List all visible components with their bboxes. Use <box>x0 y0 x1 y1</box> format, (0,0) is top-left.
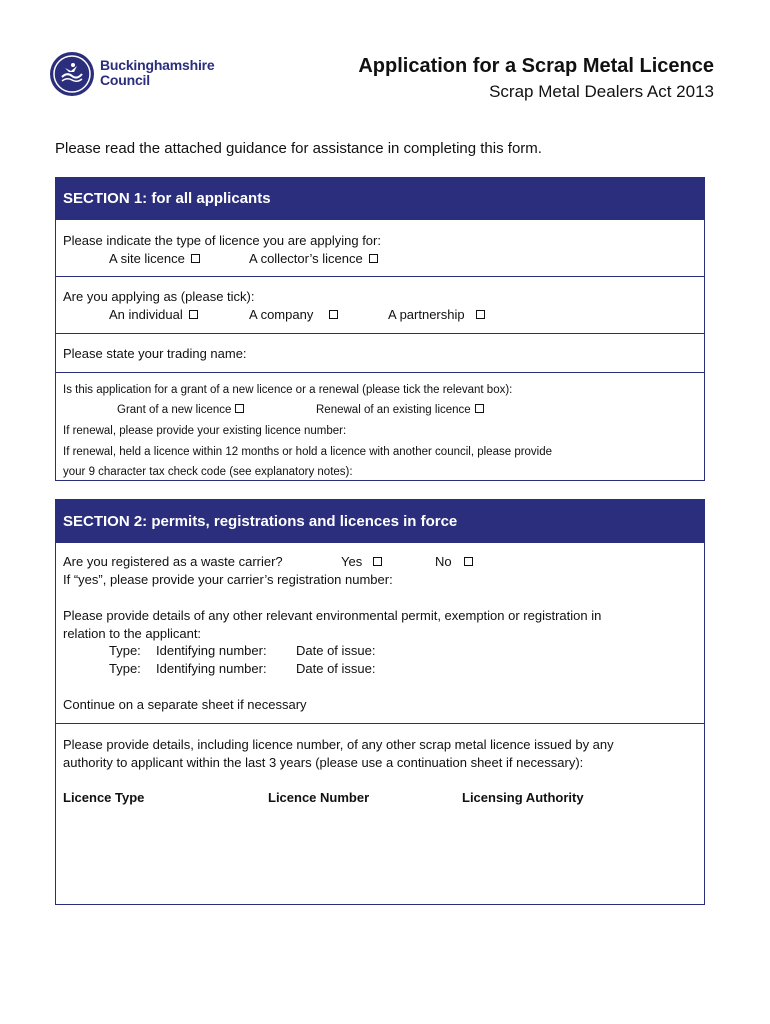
collector-licence-checkbox[interactable] <box>369 254 378 263</box>
permit-date-label: Date of issue: <box>296 643 376 658</box>
permits-row <box>56 542 704 723</box>
council-logo-text <box>100 58 214 88</box>
intro-text: Please read the attached guidance for assistance in completing this form. <box>55 140 542 157</box>
logo-line-2: Council <box>100 72 150 88</box>
site-licence-label: A site licence <box>109 251 185 266</box>
waste-carrier-question: Are you registered as a waste carrier? <box>63 554 283 569</box>
licence-type-question: Please indicate the type of licence you are applying for: <box>63 233 381 248</box>
individual-checkbox[interactable] <box>189 310 198 319</box>
new-licence-option <box>117 404 244 416</box>
applying-as-question: Are you applying as (please tick): <box>63 289 255 304</box>
permits-text-line-1: Please provide details of any other relevant environmental permit, exemption or registration in <box>63 608 602 623</box>
partnership-checkbox[interactable] <box>476 310 485 319</box>
tax-check-line-2: your 9 character tax check code (see explanatory notes): <box>63 466 353 478</box>
individual-option <box>109 307 198 322</box>
page-title: Application for a Scrap Metal Licence <box>358 55 714 77</box>
other-licences-line-2: authority to applicant within the last 3 years (please use a continuation sheet if necessary): <box>63 755 584 770</box>
new-licence-label: Grant of a new licence <box>117 404 232 416</box>
renewal-checkbox[interactable] <box>475 404 484 413</box>
council-logo <box>50 52 240 98</box>
permit-id-label: Identifying number: <box>156 643 267 658</box>
partnership-label: A partnership <box>388 307 465 322</box>
continue-note: Continue on a separate sheet if necessary <box>63 697 307 712</box>
section-2-heading: SECTION 2: permits, registrations and licences in force <box>56 500 704 542</box>
section-1 <box>55 177 705 481</box>
individual-label: An individual <box>109 307 183 322</box>
company-label: A company <box>249 307 314 322</box>
partnership-option <box>388 307 485 322</box>
renewal-question: Is this application for a grant of a new licence or a renewal (please tick the relevant box): <box>63 384 513 396</box>
renewal-label: Renewal of an existing licence <box>316 404 471 416</box>
collector-licence-option <box>249 251 378 266</box>
permit-id-label: Identifying number: <box>156 661 267 676</box>
company-checkbox[interactable] <box>329 310 338 319</box>
council-emblem-icon <box>50 52 94 96</box>
existing-licence-number-label: If renewal, please provide your existing licence number: <box>63 425 347 437</box>
trading-name-row <box>56 333 704 372</box>
new-licence-checkbox[interactable] <box>235 404 244 413</box>
other-licences-row <box>56 723 704 904</box>
permit-type-label: Type: <box>109 643 141 658</box>
waste-yes-option <box>341 554 382 569</box>
waste-no-label: No <box>435 554 452 569</box>
carrier-registration-label: If “yes”, please provide your carrier’s registration number: <box>63 572 393 587</box>
column-licence-type: Licence Type <box>63 790 145 805</box>
page-subtitle: Scrap Metal Dealers Act 2013 <box>489 82 714 101</box>
other-licences-line-1: Please provide details, including licence number, of any other scrap metal licence issued by any <box>63 737 614 752</box>
waste-yes-checkbox[interactable] <box>373 557 382 566</box>
company-option <box>249 307 338 322</box>
logo-line-1: Buckinghamshire <box>100 57 215 73</box>
permit-date-label: Date of issue: <box>296 661 376 676</box>
renewal-option <box>316 404 484 416</box>
trading-name-label: Please state your trading name: <box>63 346 247 361</box>
section-1-heading: SECTION 1: for all applicants <box>56 178 704 219</box>
collector-licence-label: A collector’s licence <box>249 251 363 266</box>
waste-no-checkbox[interactable] <box>464 557 473 566</box>
permits-text-line-2: relation to the applicant: <box>63 626 202 641</box>
site-licence-checkbox[interactable] <box>191 254 200 263</box>
applying-as-row <box>56 276 704 333</box>
site-licence-option <box>109 251 200 266</box>
column-licence-number: Licence Number <box>268 790 370 805</box>
waste-yes-label: Yes <box>341 554 363 569</box>
tax-check-line-1: If renewal, held a licence within 12 months or hold a licence with another council, please provide <box>63 446 553 458</box>
licence-type-row <box>56 219 704 276</box>
section-2 <box>55 499 705 905</box>
column-licensing-authority: Licensing Authority <box>462 790 584 805</box>
permit-type-label: Type: <box>109 661 141 676</box>
waste-no-option <box>435 554 473 569</box>
renewal-row <box>56 372 704 482</box>
